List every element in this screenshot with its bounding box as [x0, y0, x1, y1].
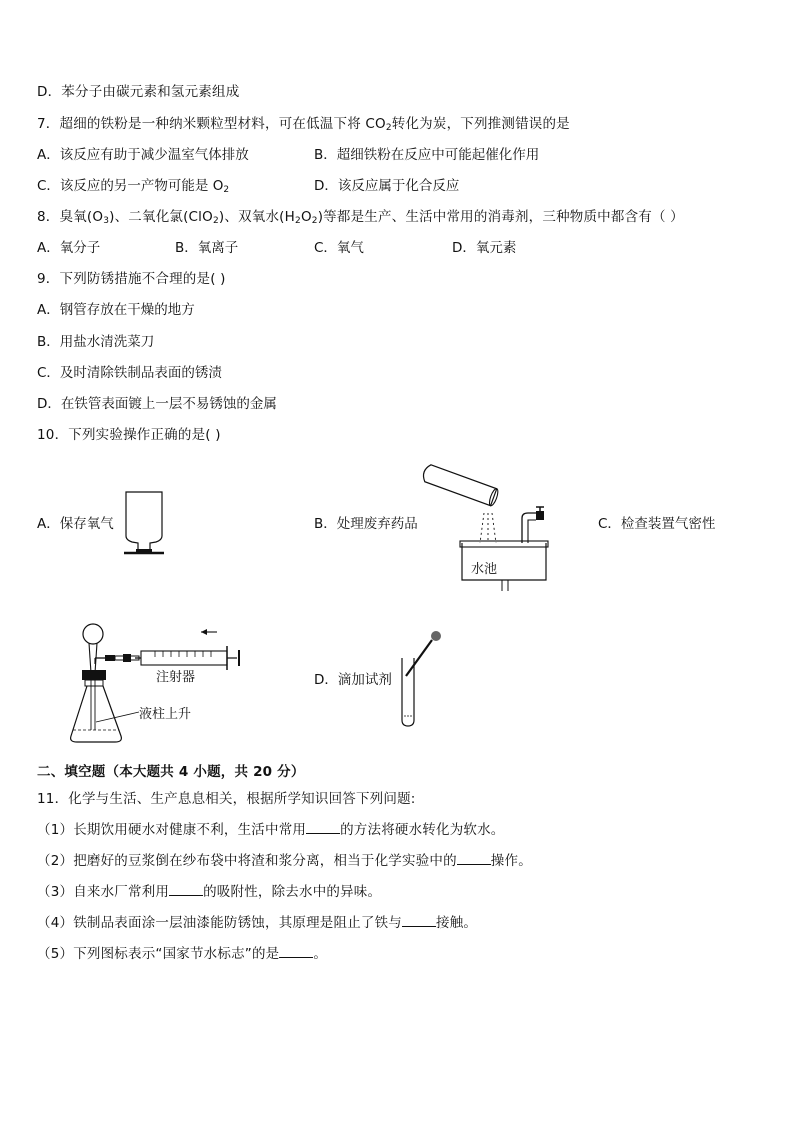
q9-stem: 9．下列防锈措施不合理的是( ) [37, 271, 226, 287]
waste-disposal-figure [418, 463, 568, 593]
q10-option-d: D．滴加试剂 [314, 672, 392, 688]
q7-option-c: C．该反应的另一产物可能是 $O_2$ [37, 178, 230, 195]
q10-option-a: A．保存氧气 [37, 516, 114, 532]
sink-label: 水池 [471, 562, 498, 577]
liquid-rise-label: 液柱上升 [139, 707, 192, 722]
q7-option-d: D．该反应属于化合反应 [314, 178, 460, 194]
q8-option-a: A．氧分子 [37, 240, 101, 256]
q9-option-b: B．用盐水清洗菜刀 [37, 334, 155, 350]
q8-option-d: D．氧元素 [452, 240, 517, 256]
q11-part-2: （2）把磨好的豆浆倒在纱布袋中将渣和浆分离，相当于化学实验中的 操作。 [37, 853, 532, 869]
q7-stem: 7．超细的铁粉是一种纳米颗粒型材料，可在低温下将 $CO_2$转化为炭，下列推测错误的是 [37, 116, 570, 133]
q9-option-c: C．及时清除铁制品表面的锈渍 [37, 365, 222, 381]
q9-option-d: D．在铁管表面镀上一层不易锈蚀的金属 [37, 396, 277, 412]
gas-bottle-figure [120, 488, 170, 558]
q10-stem: 10．下列实验操作正确的是( ) [37, 427, 221, 443]
q8-option-b: B．氧离子 [175, 240, 239, 256]
q7-option-a: A．该反应有助于减少温室气体排放 [37, 147, 249, 163]
q11-part-3: （3）自来水厂常利用 的吸附性，除去水中的异味。 [37, 884, 382, 900]
section-title: 二、填空题（本大题共 4 小题，共 20 分） [37, 764, 305, 780]
syringe-label: 注射器 [156, 670, 196, 685]
q11-part-4: （4）铁制品表面涂一层油漆能防锈蚀，其原理是阻止了铁与 接触。 [37, 915, 478, 931]
q10-option-c: C．检查装置气密性 [598, 516, 716, 532]
q7-option-b: B．超细铁粉在反应中可能起催化作用 [314, 147, 540, 163]
q9-option-a: A．钢管存放在干燥的地方 [37, 302, 195, 318]
q11-part-1: （1）长期饮用硬水对健康不利，生活中常用 的方法将硬水转化为软水。 [37, 822, 505, 838]
q8-stem: 8．臭氧$(O_3)$、二氧化氯(ClO$_2$)、双氧水$(H_2O_2)$等都是生产、生活中常用的消毒剂，三种物质中都含有（ ） [37, 209, 684, 226]
airtightness-check-figure [65, 618, 250, 750]
q6-option-d: D．苯分子由碳元素和氢元素组成 [37, 84, 240, 100]
q11-part-5: （5）下列图标表示“国家节水标志”的是 。 [37, 946, 328, 962]
q11-stem: 11．化学与生活、生产息息相关，根据所学知识回答下列问题: [37, 791, 416, 807]
dropper-figure [398, 628, 448, 728]
q10-option-b: B．处理废弃药品 [314, 516, 418, 532]
q8-option-c: C．氧气 [314, 240, 364, 256]
